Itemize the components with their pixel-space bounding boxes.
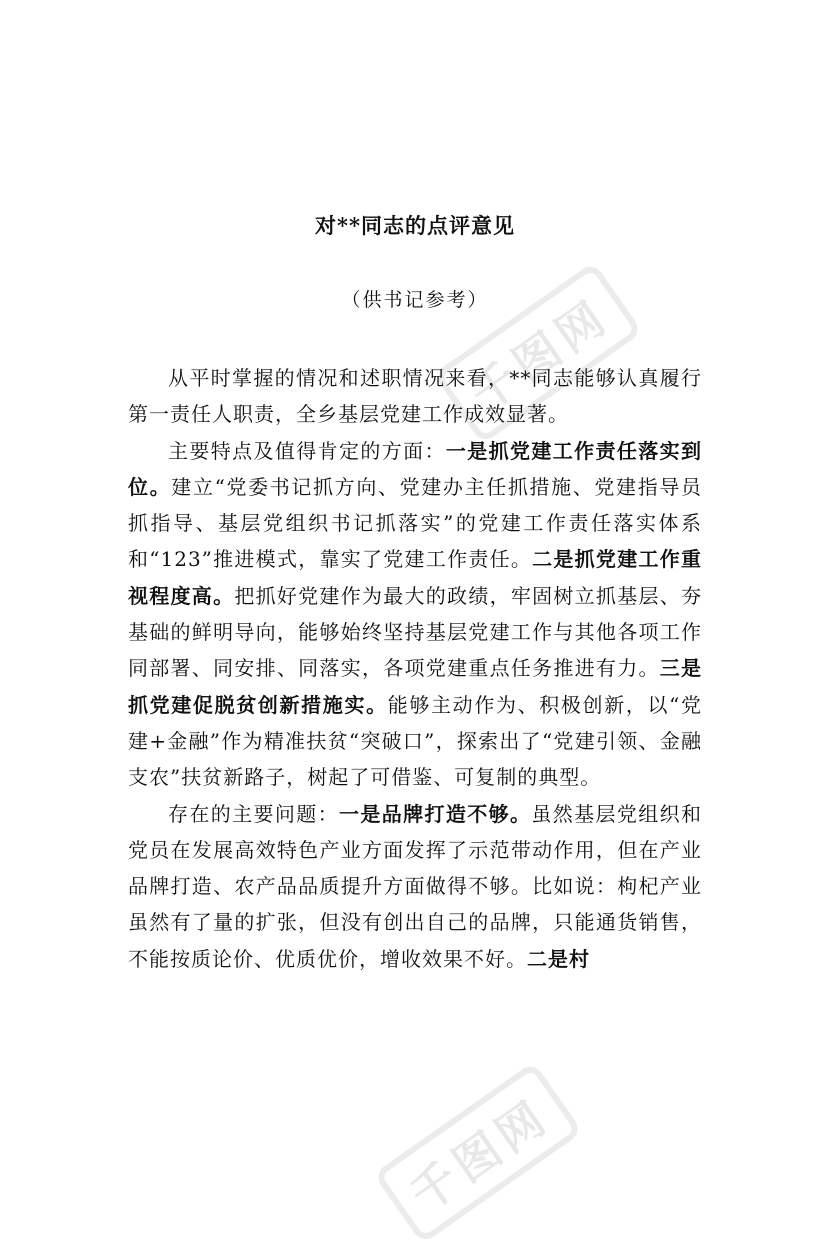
document-body [128,360,702,977]
text-segment: 从平时掌握的情况和述职情况来看，**同志能够认真履行第一责任人职责，全乡基层党建工作成效显著。 [128,366,702,427]
bold-heading: 二是抓党建工作重视程度高。 [128,547,702,608]
paragraph-intro [128,360,702,433]
document-subtitle: （供书记参考） [341,289,489,311]
text-segment: 能够主动作为、积极创新，以“党建+金融”作为精准扶贫“突破口”，探索出了“党建引领、金融支农”扶贫新路子，树起了可借鉴、可复制的典型。 [128,692,703,790]
text-segment: 存在的主要问题： [168,801,339,826]
bold-heading: 二是村 [527,946,590,971]
bold-heading: 一是抓党建工作责任落实到位。 [128,438,702,499]
watermark-logo-bottom: 千图网 [373,1062,583,1244]
text-segment: 建立“党委书记抓方向、党建办主任抓措施、党建指导员抓指导、基层党组织书记抓落实”的党建工作责任落实体系和“123”推进模式，靠实了党建工作责任。 [128,474,702,572]
text-segment: 虽然基层党组织和党员在发展高效特色产业方面发挥了示范带动作用，但在产业品牌打造、农产品品质提升方面做得不够。比如说：枸杞产业虽然有了量的扩张，但没有创出自己的品牌，只能通货销售，不能按质论价、优质优价，增收效果不好。 [128,801,702,971]
bold-heading: 三是抓党建促脱贫创新措施实。 [128,656,703,717]
paragraph-strengths [128,433,702,796]
watermark-logo: 千图网 [433,262,643,445]
document-title: 对**同志的点评意见 [315,213,515,238]
paragraph-problems [128,796,702,977]
bold-heading: 一是品牌打造不够。 [339,801,532,826]
text-segment: 把抓好党建作为最大的政绩，牢固树立抓基层、夯基础的鲜明导向，能够始终坚持基层党建工作与其他各项工作同部署、同安排、同落实，各项党建重点任务推进有力。 [128,583,703,681]
text-segment: 主要特点及值得肯定的方面： [168,438,446,463]
